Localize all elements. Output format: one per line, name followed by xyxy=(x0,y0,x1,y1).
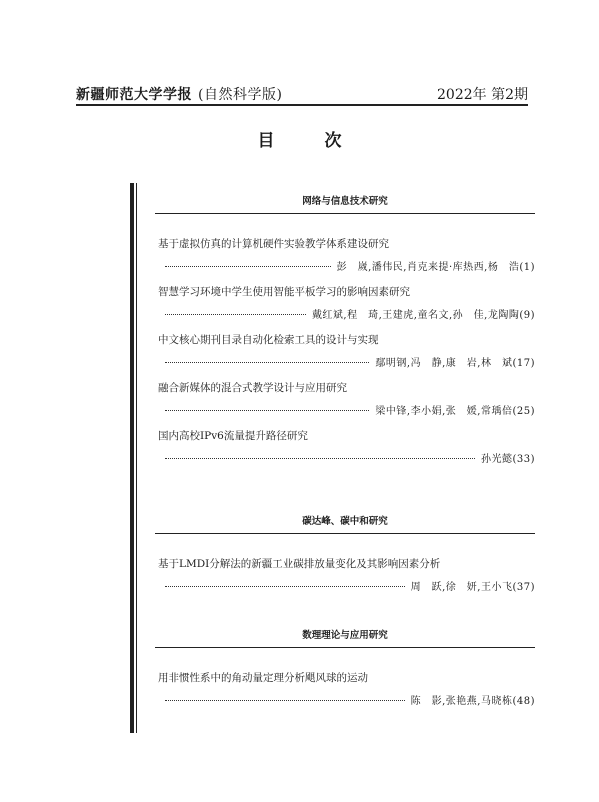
journal-subtitle: (自然科学版) xyxy=(198,87,283,103)
section-math xyxy=(155,627,535,718)
header-rule xyxy=(76,104,528,106)
toc-entry[interactable] xyxy=(155,236,535,284)
running-header xyxy=(76,82,528,104)
toc-entry[interactable] xyxy=(155,380,535,428)
leader-dots xyxy=(165,410,369,411)
toc-entry[interactable] xyxy=(155,556,535,604)
article-title: 用非惯性系中的角动量定理分析飓风球的运动 xyxy=(158,672,368,684)
section-title: 数理理论与应用研究 xyxy=(155,627,535,648)
article-title: 基于LMDI分解法的新疆工业碳排放量变化及其影响因素分析 xyxy=(158,558,441,570)
leader-dots xyxy=(165,458,475,459)
article-title: 中文核心期刊目录自动化检索工具的设计与实现 xyxy=(158,334,379,346)
article-authors: 孙光懿(33) xyxy=(480,454,535,465)
page-title: 目 次 xyxy=(257,131,364,151)
article-title: 基于虚拟仿真的计算机硬件实验教学体系建设研究 xyxy=(158,238,389,250)
article-title: 国内高校IPv6流量提升路径研究 xyxy=(158,430,308,442)
vertical-rule-thin xyxy=(136,183,137,733)
article-authors: 彭 嵗,潘伟民,肖克来提·库热西,杨 浩(1) xyxy=(336,262,535,273)
vertical-rule xyxy=(130,183,134,733)
article-title: 智慧学习环境中学生使用智能平板学习的影响因素研究 xyxy=(158,286,410,298)
toc-entry[interactable] xyxy=(155,428,535,476)
section-network xyxy=(155,193,535,476)
leader-dots xyxy=(165,314,306,315)
section-title: 碳达峰、碳中和研究 xyxy=(155,513,535,534)
section-carbon xyxy=(155,513,535,604)
article-authors: 周 跃,徐 妍,王小飞(37) xyxy=(410,582,535,593)
toc-entry[interactable] xyxy=(155,284,535,332)
section-title: 网络与信息技术研究 xyxy=(155,193,535,214)
article-title: 融合新媒体的混合式教学设计与应用研究 xyxy=(158,382,347,394)
leader-dots xyxy=(165,266,331,267)
article-authors: 梁中锋,李小娟,张 媛,常瑀倍(25) xyxy=(375,406,535,417)
toc-entry[interactable] xyxy=(155,670,535,718)
article-authors: 戴红斌,程 琦,王建虎,童名文,孙 佳,龙陶陶(9) xyxy=(311,310,535,321)
leader-dots xyxy=(165,700,405,701)
leader-dots xyxy=(165,586,405,587)
toc-entry[interactable] xyxy=(155,332,535,380)
journal-name: 新疆师范大学学报 (自然科学版) xyxy=(76,87,283,103)
issue-number: 2022年 第2期 xyxy=(437,87,528,103)
leader-dots xyxy=(165,362,369,363)
article-authors: 鄢明钢,冯 静,康 岩,林 斌(17) xyxy=(375,358,535,369)
article-authors: 陈 影,张艳燕,马晓栋(48) xyxy=(410,696,535,707)
